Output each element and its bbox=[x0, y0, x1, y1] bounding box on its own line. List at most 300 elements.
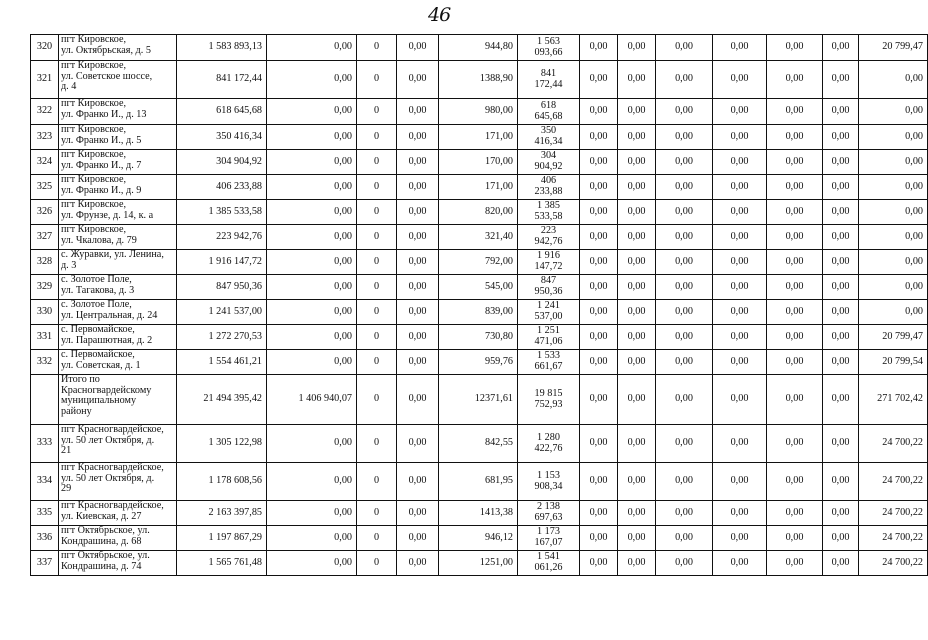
cell-col-11: 0,00 bbox=[767, 99, 823, 125]
cell-address: пгт Кировское, ул. Октябрьская, д. 5 bbox=[59, 35, 177, 61]
cell-total-cost: 618 645,68 bbox=[177, 99, 267, 125]
cell-col-4: 0,00 bbox=[397, 526, 439, 551]
cell-col-2: 0,00 bbox=[267, 551, 357, 576]
cell-col-9: 0,00 bbox=[656, 551, 713, 576]
cell-col-9: 0,00 bbox=[656, 425, 713, 463]
cell-row-number: 330 bbox=[31, 300, 59, 325]
cell-area: 839,00 bbox=[439, 300, 518, 325]
cell-col-7: 0,00 bbox=[580, 300, 618, 325]
cell-col-8: 0,00 bbox=[618, 125, 656, 150]
table-row bbox=[31, 300, 928, 325]
cell-col-9: 0,00 bbox=[656, 375, 713, 425]
cell-area: 171,00 bbox=[439, 125, 518, 150]
cell-area: 730,80 bbox=[439, 325, 518, 350]
cell-col-10: 0,00 bbox=[713, 125, 767, 150]
cell-col-12: 0,00 bbox=[823, 551, 859, 576]
cell-col-2: 0,00 bbox=[267, 175, 357, 200]
cell-col-12: 0,00 bbox=[823, 250, 859, 275]
cell-total-cost: 1 565 761,48 bbox=[177, 551, 267, 576]
cell-col-7: 0,00 bbox=[580, 325, 618, 350]
cell-col-12: 0,00 bbox=[823, 125, 859, 150]
cell-address: пгт Кировское, ул. Франко И., д. 5 bbox=[59, 125, 177, 150]
cell-col-9: 0,00 bbox=[656, 526, 713, 551]
cell-col-7: 0,00 bbox=[580, 551, 618, 576]
cell-col-7: 0,00 bbox=[580, 375, 618, 425]
cell-col-10: 0,00 bbox=[713, 551, 767, 576]
cell-area: 946,12 bbox=[439, 526, 518, 551]
cell-col-11: 0,00 bbox=[767, 250, 823, 275]
cell-col-12: 0,00 bbox=[823, 325, 859, 350]
cell-col-8: 0,00 bbox=[618, 61, 656, 99]
cell-total-cost: 406 233,88 bbox=[177, 175, 267, 200]
cell-row-number: 334 bbox=[31, 463, 59, 501]
cell-address: с. Первомайское, ул. Советская, д. 1 bbox=[59, 350, 177, 375]
cell-col-2: 0,00 bbox=[267, 275, 357, 300]
cell-col-4: 0,00 bbox=[397, 225, 439, 250]
cell-col-4: 0,00 bbox=[397, 125, 439, 150]
cell-total-cost: 1 385 533,58 bbox=[177, 200, 267, 225]
cell-cost-per-area: 1 541 061,26 bbox=[518, 551, 580, 576]
table-row bbox=[31, 425, 928, 463]
cell-col-12: 0,00 bbox=[823, 225, 859, 250]
cell-row-number: 323 bbox=[31, 125, 59, 150]
cell-col-4: 0,00 bbox=[397, 551, 439, 576]
cell-col-9: 0,00 bbox=[656, 225, 713, 250]
cell-col-13: 271 702,42 bbox=[859, 375, 928, 425]
cell-col-10: 0,00 bbox=[713, 35, 767, 61]
cell-col-7: 0,00 bbox=[580, 350, 618, 375]
cell-col-10: 0,00 bbox=[713, 61, 767, 99]
cell-cost-per-area: 2 138 697,63 bbox=[518, 501, 580, 526]
cell-row-number: 326 bbox=[31, 200, 59, 225]
cell-col-10: 0,00 bbox=[713, 99, 767, 125]
cell-col-11: 0,00 bbox=[767, 375, 823, 425]
cell-col-11: 0,00 bbox=[767, 150, 823, 175]
cell-address: с. Золотое Поле, ул. Центральная, д. 24 bbox=[59, 300, 177, 325]
cell-col-4: 0,00 bbox=[397, 350, 439, 375]
cell-col-11: 0,00 bbox=[767, 425, 823, 463]
cell-col-4: 0,00 bbox=[397, 200, 439, 225]
cell-col-11: 0,00 bbox=[767, 61, 823, 99]
cell-col-3: 0 bbox=[357, 551, 397, 576]
cell-area: 1413,38 bbox=[439, 501, 518, 526]
cell-col-9: 0,00 bbox=[656, 350, 713, 375]
cell-cost-per-area: 1 385 533,58 bbox=[518, 200, 580, 225]
table-row bbox=[31, 35, 928, 61]
cell-total-cost: 1 178 608,56 bbox=[177, 463, 267, 501]
cell-area: 980,00 bbox=[439, 99, 518, 125]
cell-col-13: 0,00 bbox=[859, 150, 928, 175]
cell-col-12: 0,00 bbox=[823, 526, 859, 551]
cell-col-13: 24 700,22 bbox=[859, 551, 928, 576]
cell-address: пгт Октябрьское, ул. Кондрашина, д. 74 bbox=[59, 551, 177, 576]
cell-col-7: 0,00 bbox=[580, 175, 618, 200]
cell-address: пгт Кировское, ул. Франко И., д. 7 bbox=[59, 150, 177, 175]
cell-address: пгт Кировское, ул. Франко И., д. 13 bbox=[59, 99, 177, 125]
cell-col-3: 0 bbox=[357, 375, 397, 425]
table-row bbox=[31, 125, 928, 150]
cell-cost-per-area: 223 942,76 bbox=[518, 225, 580, 250]
cell-col-11: 0,00 bbox=[767, 300, 823, 325]
cell-col-12: 0,00 bbox=[823, 300, 859, 325]
cell-row-number: 337 bbox=[31, 551, 59, 576]
cell-col-9: 0,00 bbox=[656, 35, 713, 61]
cell-row-number: 335 bbox=[31, 501, 59, 526]
cell-col-9: 0,00 bbox=[656, 325, 713, 350]
total-row bbox=[31, 375, 928, 425]
cell-area: 170,00 bbox=[439, 150, 518, 175]
cell-cost-per-area: 1 251 471,06 bbox=[518, 325, 580, 350]
cell-total-cost: 847 950,36 bbox=[177, 275, 267, 300]
cell-col-3: 0 bbox=[357, 250, 397, 275]
cell-col-13: 0,00 bbox=[859, 61, 928, 99]
cell-address: Итого по Красногвардейскому муниципальному району bbox=[59, 375, 177, 425]
cell-col-10: 0,00 bbox=[713, 501, 767, 526]
cell-col-11: 0,00 bbox=[767, 501, 823, 526]
cell-cost-per-area: 618 645,68 bbox=[518, 99, 580, 125]
cell-col-8: 0,00 bbox=[618, 200, 656, 225]
cell-address: пгт Кировское, ул. Фрунзе, д. 14, к. а bbox=[59, 200, 177, 225]
cell-total-cost: 1 554 461,21 bbox=[177, 350, 267, 375]
cell-row-number: 331 bbox=[31, 325, 59, 350]
cell-col-12: 0,00 bbox=[823, 375, 859, 425]
cell-col-3: 0 bbox=[357, 325, 397, 350]
cell-col-2: 0,00 bbox=[267, 350, 357, 375]
cell-cost-per-area: 1 173 167,07 bbox=[518, 526, 580, 551]
cell-cost-per-area: 19 815 752,93 bbox=[518, 375, 580, 425]
cell-col-2: 0,00 bbox=[267, 463, 357, 501]
cell-col-2: 0,00 bbox=[267, 150, 357, 175]
cell-area: 171,00 bbox=[439, 175, 518, 200]
cell-col-7: 0,00 bbox=[580, 200, 618, 225]
cell-cost-per-area: 1 533 661,67 bbox=[518, 350, 580, 375]
cell-col-3: 0 bbox=[357, 300, 397, 325]
cell-col-7: 0,00 bbox=[580, 125, 618, 150]
cell-col-11: 0,00 bbox=[767, 325, 823, 350]
cell-col-4: 0,00 bbox=[397, 275, 439, 300]
cell-col-12: 0,00 bbox=[823, 425, 859, 463]
cell-col-3: 0 bbox=[357, 200, 397, 225]
cell-col-12: 0,00 bbox=[823, 99, 859, 125]
cell-col-13: 24 700,22 bbox=[859, 425, 928, 463]
cell-address: пгт Красногвардейское, ул. Киевская, д. 27 bbox=[59, 501, 177, 526]
cell-col-11: 0,00 bbox=[767, 463, 823, 501]
cell-row-number: 325 bbox=[31, 175, 59, 200]
cell-col-10: 0,00 bbox=[713, 325, 767, 350]
cell-col-13: 24 700,22 bbox=[859, 463, 928, 501]
cell-col-13: 20 799,47 bbox=[859, 325, 928, 350]
cell-address: пгт Кировское, ул. Советское шоссе, д. 4 bbox=[59, 61, 177, 99]
cell-cost-per-area: 304 904,92 bbox=[518, 150, 580, 175]
cell-cost-per-area: 1 280 422,76 bbox=[518, 425, 580, 463]
cell-col-11: 0,00 bbox=[767, 526, 823, 551]
cell-col-7: 0,00 bbox=[580, 501, 618, 526]
cell-col-9: 0,00 bbox=[656, 175, 713, 200]
cell-col-2: 0,00 bbox=[267, 200, 357, 225]
cell-col-12: 0,00 bbox=[823, 61, 859, 99]
cell-total-cost: 1 241 537,00 bbox=[177, 300, 267, 325]
table-row bbox=[31, 501, 928, 526]
cell-col-4: 0,00 bbox=[397, 375, 439, 425]
cell-address: пгт Кировское, ул. Чкалова, д. 79 bbox=[59, 225, 177, 250]
cell-col-12: 0,00 bbox=[823, 463, 859, 501]
cell-col-7: 0,00 bbox=[580, 526, 618, 551]
cell-col-13: 0,00 bbox=[859, 275, 928, 300]
cell-cost-per-area: 1 241 537,00 bbox=[518, 300, 580, 325]
cell-area: 792,00 bbox=[439, 250, 518, 275]
cell-col-10: 0,00 bbox=[713, 175, 767, 200]
cell-col-4: 0,00 bbox=[397, 35, 439, 61]
cell-col-13: 0,00 bbox=[859, 200, 928, 225]
cell-col-10: 0,00 bbox=[713, 225, 767, 250]
cell-col-3: 0 bbox=[357, 526, 397, 551]
cell-col-7: 0,00 bbox=[580, 35, 618, 61]
cell-row-number: 333 bbox=[31, 425, 59, 463]
cell-col-11: 0,00 bbox=[767, 225, 823, 250]
cell-col-13: 0,00 bbox=[859, 175, 928, 200]
cell-address: с. Первомайское, ул. Парашютная, д. 2 bbox=[59, 325, 177, 350]
cell-col-4: 0,00 bbox=[397, 325, 439, 350]
cell-cost-per-area: 406 233,88 bbox=[518, 175, 580, 200]
cell-area: 1388,90 bbox=[439, 61, 518, 99]
cell-col-7: 0,00 bbox=[580, 225, 618, 250]
cell-address: пгт Октябрьское, ул. Кондрашина, д. 68 bbox=[59, 526, 177, 551]
cell-col-10: 0,00 bbox=[713, 250, 767, 275]
cell-col-11: 0,00 bbox=[767, 350, 823, 375]
cell-col-10: 0,00 bbox=[713, 375, 767, 425]
cell-col-8: 0,00 bbox=[618, 463, 656, 501]
cell-col-12: 0,00 bbox=[823, 350, 859, 375]
cell-address: пгт Красногвардейское, ул. 50 лет Октября, д. 21 bbox=[59, 425, 177, 463]
cell-col-4: 0,00 bbox=[397, 61, 439, 99]
cell-col-2: 0,00 bbox=[267, 225, 357, 250]
cell-col-13: 0,00 bbox=[859, 125, 928, 150]
table-row bbox=[31, 275, 928, 300]
cell-col-10: 0,00 bbox=[713, 300, 767, 325]
cell-col-4: 0,00 bbox=[397, 463, 439, 501]
cell-cost-per-area: 1 563 093,66 bbox=[518, 35, 580, 61]
cell-col-7: 0,00 bbox=[580, 275, 618, 300]
table-row bbox=[31, 325, 928, 350]
cell-col-2: 0,00 bbox=[267, 35, 357, 61]
cell-total-cost: 841 172,44 bbox=[177, 61, 267, 99]
cell-total-cost: 1 197 867,29 bbox=[177, 526, 267, 551]
cell-area: 820,00 bbox=[439, 200, 518, 225]
cell-col-4: 0,00 bbox=[397, 250, 439, 275]
cell-col-9: 0,00 bbox=[656, 300, 713, 325]
cell-total-cost: 350 416,34 bbox=[177, 125, 267, 150]
cell-col-2: 0,00 bbox=[267, 526, 357, 551]
cell-col-12: 0,00 bbox=[823, 175, 859, 200]
cell-col-8: 0,00 bbox=[618, 325, 656, 350]
cell-col-8: 0,00 bbox=[618, 150, 656, 175]
cell-col-9: 0,00 bbox=[656, 463, 713, 501]
cell-col-13: 20 799,54 bbox=[859, 350, 928, 375]
cell-area: 681,95 bbox=[439, 463, 518, 501]
cell-col-12: 0,00 bbox=[823, 200, 859, 225]
cell-area: 959,76 bbox=[439, 350, 518, 375]
cell-col-7: 0,00 bbox=[580, 150, 618, 175]
cell-total-cost: 21 494 395,42 bbox=[177, 375, 267, 425]
cell-col-8: 0,00 bbox=[618, 275, 656, 300]
cell-col-3: 0 bbox=[357, 350, 397, 375]
cell-col-9: 0,00 bbox=[656, 250, 713, 275]
cell-col-13: 0,00 bbox=[859, 99, 928, 125]
cell-col-11: 0,00 bbox=[767, 35, 823, 61]
cell-col-11: 0,00 bbox=[767, 551, 823, 576]
cell-col-4: 0,00 bbox=[397, 150, 439, 175]
cell-col-8: 0,00 bbox=[618, 350, 656, 375]
cell-col-3: 0 bbox=[357, 61, 397, 99]
cell-col-7: 0,00 bbox=[580, 99, 618, 125]
cell-total-cost: 1 583 893,13 bbox=[177, 35, 267, 61]
table-row bbox=[31, 551, 928, 576]
table-row bbox=[31, 150, 928, 175]
cell-col-4: 0,00 bbox=[397, 300, 439, 325]
cell-area: 842,55 bbox=[439, 425, 518, 463]
cell-col-8: 0,00 bbox=[618, 35, 656, 61]
table-row bbox=[31, 175, 928, 200]
cell-col-2: 0,00 bbox=[267, 61, 357, 99]
cell-col-2: 1 406 940,07 bbox=[267, 375, 357, 425]
cell-row-number: 336 bbox=[31, 526, 59, 551]
table-row bbox=[31, 526, 928, 551]
cell-col-12: 0,00 bbox=[823, 275, 859, 300]
cell-col-12: 0,00 bbox=[823, 35, 859, 61]
cell-col-8: 0,00 bbox=[618, 99, 656, 125]
cell-col-3: 0 bbox=[357, 425, 397, 463]
cell-col-9: 0,00 bbox=[656, 275, 713, 300]
cell-address: пгт Кировское, ул. Франко И., д. 9 bbox=[59, 175, 177, 200]
cell-cost-per-area: 1 153 908,34 bbox=[518, 463, 580, 501]
cell-col-7: 0,00 bbox=[580, 250, 618, 275]
cell-col-3: 0 bbox=[357, 175, 397, 200]
table-row bbox=[31, 61, 928, 99]
cell-col-2: 0,00 bbox=[267, 250, 357, 275]
cell-col-3: 0 bbox=[357, 501, 397, 526]
table-row bbox=[31, 225, 928, 250]
cell-cost-per-area: 841 172,44 bbox=[518, 61, 580, 99]
cell-total-cost: 1 272 270,53 bbox=[177, 325, 267, 350]
table-row bbox=[31, 350, 928, 375]
cell-col-13: 24 700,22 bbox=[859, 526, 928, 551]
cell-row-number: 321 bbox=[31, 61, 59, 99]
cell-row-number: 320 bbox=[31, 35, 59, 61]
cell-col-2: 0,00 bbox=[267, 125, 357, 150]
cell-col-8: 0,00 bbox=[618, 425, 656, 463]
cell-col-13: 0,00 bbox=[859, 225, 928, 250]
cell-col-11: 0,00 bbox=[767, 125, 823, 150]
cell-row-number: 324 bbox=[31, 150, 59, 175]
cell-col-3: 0 bbox=[357, 99, 397, 125]
cell-col-8: 0,00 bbox=[618, 300, 656, 325]
cell-address: с. Журавки, ул. Ленина, д. 3 bbox=[59, 250, 177, 275]
cell-total-cost: 304 904,92 bbox=[177, 150, 267, 175]
cell-col-2: 0,00 bbox=[267, 501, 357, 526]
cell-col-7: 0,00 bbox=[580, 425, 618, 463]
cell-row-number: 322 bbox=[31, 99, 59, 125]
cell-col-2: 0,00 bbox=[267, 99, 357, 125]
table-row bbox=[31, 463, 928, 501]
cell-col-4: 0,00 bbox=[397, 175, 439, 200]
cell-col-10: 0,00 bbox=[713, 425, 767, 463]
cell-col-9: 0,00 bbox=[656, 150, 713, 175]
cell-col-3: 0 bbox=[357, 35, 397, 61]
cell-col-8: 0,00 bbox=[618, 551, 656, 576]
cell-col-9: 0,00 bbox=[656, 501, 713, 526]
cell-col-3: 0 bbox=[357, 150, 397, 175]
cell-col-10: 0,00 bbox=[713, 150, 767, 175]
cell-col-8: 0,00 bbox=[618, 250, 656, 275]
cell-col-13: 0,00 bbox=[859, 250, 928, 275]
cell-col-9: 0,00 bbox=[656, 99, 713, 125]
budget-table bbox=[30, 34, 928, 576]
cell-col-8: 0,00 bbox=[618, 225, 656, 250]
cell-col-4: 0,00 bbox=[397, 99, 439, 125]
cell-col-11: 0,00 bbox=[767, 200, 823, 225]
cell-area: 321,40 bbox=[439, 225, 518, 250]
cell-col-8: 0,00 bbox=[618, 175, 656, 200]
cell-row-number: 332 bbox=[31, 350, 59, 375]
cell-col-10: 0,00 bbox=[713, 200, 767, 225]
cell-cost-per-area: 847 950,36 bbox=[518, 275, 580, 300]
cell-col-2: 0,00 bbox=[267, 425, 357, 463]
cell-cost-per-area: 1 916 147,72 bbox=[518, 250, 580, 275]
cell-col-11: 0,00 bbox=[767, 275, 823, 300]
cell-col-8: 0,00 bbox=[618, 526, 656, 551]
table-row bbox=[31, 99, 928, 125]
table-row bbox=[31, 250, 928, 275]
cell-area: 545,00 bbox=[439, 275, 518, 300]
cell-address: пгт Красногвардейское, ул. 50 лет Октября, д. 29 bbox=[59, 463, 177, 501]
cell-col-7: 0,00 bbox=[580, 463, 618, 501]
cell-total-cost: 1 916 147,72 bbox=[177, 250, 267, 275]
cell-cost-per-area: 350 416,34 bbox=[518, 125, 580, 150]
cell-total-cost: 1 305 122,98 bbox=[177, 425, 267, 463]
cell-col-4: 0,00 bbox=[397, 501, 439, 526]
cell-col-8: 0,00 bbox=[618, 375, 656, 425]
cell-col-8: 0,00 bbox=[618, 501, 656, 526]
cell-area: 944,80 bbox=[439, 35, 518, 61]
cell-col-13: 24 700,22 bbox=[859, 501, 928, 526]
cell-col-10: 0,00 bbox=[713, 350, 767, 375]
cell-col-11: 0,00 bbox=[767, 175, 823, 200]
cell-col-4: 0,00 bbox=[397, 425, 439, 463]
cell-col-3: 0 bbox=[357, 225, 397, 250]
cell-row-number bbox=[31, 375, 59, 425]
cell-row-number: 328 bbox=[31, 250, 59, 275]
cell-col-12: 0,00 bbox=[823, 150, 859, 175]
cell-col-10: 0,00 bbox=[713, 526, 767, 551]
cell-row-number: 329 bbox=[31, 275, 59, 300]
cell-col-10: 0,00 bbox=[713, 275, 767, 300]
cell-row-number: 327 bbox=[31, 225, 59, 250]
cell-col-9: 0,00 bbox=[656, 125, 713, 150]
cell-col-3: 0 bbox=[357, 275, 397, 300]
cell-total-cost: 223 942,76 bbox=[177, 225, 267, 250]
cell-area: 1251,00 bbox=[439, 551, 518, 576]
cell-col-3: 0 bbox=[357, 463, 397, 501]
cell-address: с. Золотое Поле, ул. Тагакова, д. 3 bbox=[59, 275, 177, 300]
table-row bbox=[31, 200, 928, 225]
cell-col-3: 0 bbox=[357, 125, 397, 150]
cell-col-2: 0,00 bbox=[267, 300, 357, 325]
cell-col-10: 0,00 bbox=[713, 463, 767, 501]
cell-total-cost: 2 163 397,85 bbox=[177, 501, 267, 526]
cell-col-9: 0,00 bbox=[656, 200, 713, 225]
cell-col-9: 0,00 bbox=[656, 61, 713, 99]
page-number: 46 bbox=[428, 4, 451, 26]
